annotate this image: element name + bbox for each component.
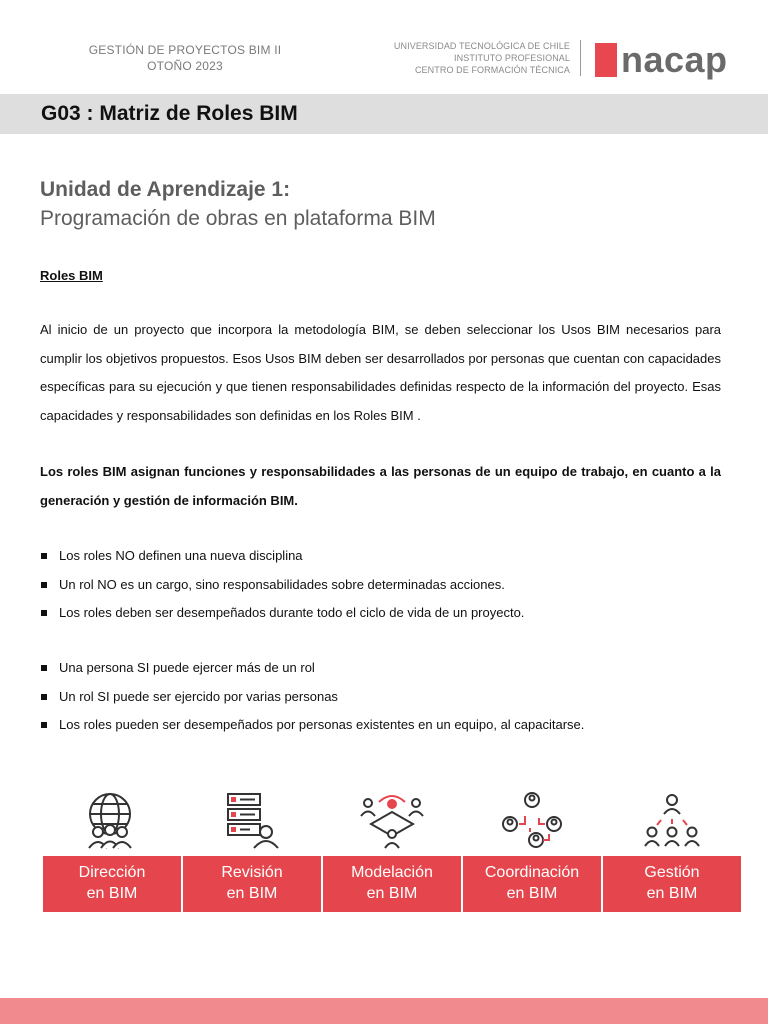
team-hierarchy-icon [637,790,707,850]
section-heading: Roles BIM [40,268,103,283]
role-label [463,856,601,912]
checklist-person-icon [222,790,282,850]
negative-statements-list [40,542,721,628]
role-label [323,856,461,912]
role-label [43,856,181,912]
institution-line: UNIVERSIDAD TECNOLÓGICA DE CHILE [393,41,570,51]
role-label-line: Dirección [78,864,146,881]
list-item: Una persona SI puede ejercer más de un rol [40,654,721,683]
role-label [603,856,741,912]
list-item: Los roles deben ser desempeñados durante todo el ciclo de vida de un proyecto. [40,599,721,628]
role-label-line: en BIM [646,885,698,902]
course-term: OTOÑO 2023 [147,59,223,73]
role-label-line: en BIM [86,885,138,902]
institution-line: INSTITUTO PROFESIONAL [454,53,570,63]
logo-text: nacap [621,39,728,80]
model-people-icon [357,790,427,850]
course-name: GESTIÓN DE PROYECTOS BIM II [88,43,282,57]
bim-roles-graphic [43,790,731,912]
role-label-line: Revisión [221,864,283,881]
positive-statements-list [40,654,721,740]
definition-paragraph: Los roles BIM asignan funciones y responsabilidades a las personas de un equipo de trabajo, en cuanto a la generación y gestión de información BIM. [40,464,721,508]
role-label-line: Gestión [644,864,700,881]
role-direccion [43,790,181,912]
list-item: Los roles pueden ser desempeñados por personas existentes en un equipo, al capacitarse. [40,711,721,740]
page-title: G03 : Matriz de Roles BIM [41,102,298,125]
inacap-logo [595,40,750,80]
list-item: Un rol SI puede ser ejercido por varias personas [40,683,721,712]
course-header [60,42,310,74]
role-label [183,856,321,912]
intro-paragraph: Al inicio de un proyecto que incorpora la metodología BIM, se deben seleccionar los Usos BIM necesarios para cumplir los objetivos propuestos. Esos Usos BIM deben ser desarrollados por personas que cuentan con capacidades específicas para su ejecución y que tienen responsabilidades definidas respecto de la información del proyecto. Esas capacidades y responsabilidades son definidas en los Roles BIM . [40,322,721,423]
institution-line: CENTRO DE FORMACIÓN TÉCNICA [414,65,570,75]
list-item: Un rol NO es un cargo, sino responsabilidades sobre determinadas acciones. [40,571,721,600]
role-label-line: en BIM [226,885,278,902]
institution-lines [394,40,570,76]
title-band [0,94,768,134]
role-label-line: en BIM [506,885,558,902]
unit-title: Unidad de Aprendizaje 1: [40,178,291,201]
role-coordinacion [463,790,601,912]
logo-mark-icon [595,43,617,77]
logo-divider [580,40,581,76]
network-people-icon [497,790,567,850]
role-modelacion [323,790,461,912]
globe-people-icon [82,790,142,850]
role-label-line: Modelación [351,864,433,881]
list-item: Los roles NO definen una nueva disciplina [40,542,721,571]
role-gestion [603,790,741,912]
role-label-line: Coordinación [484,864,580,881]
footer-band [0,998,768,1024]
role-revision [183,790,321,912]
unit-subtitle: Programación de obras en plataforma BIM [40,207,436,230]
role-label-line: en BIM [366,885,418,902]
